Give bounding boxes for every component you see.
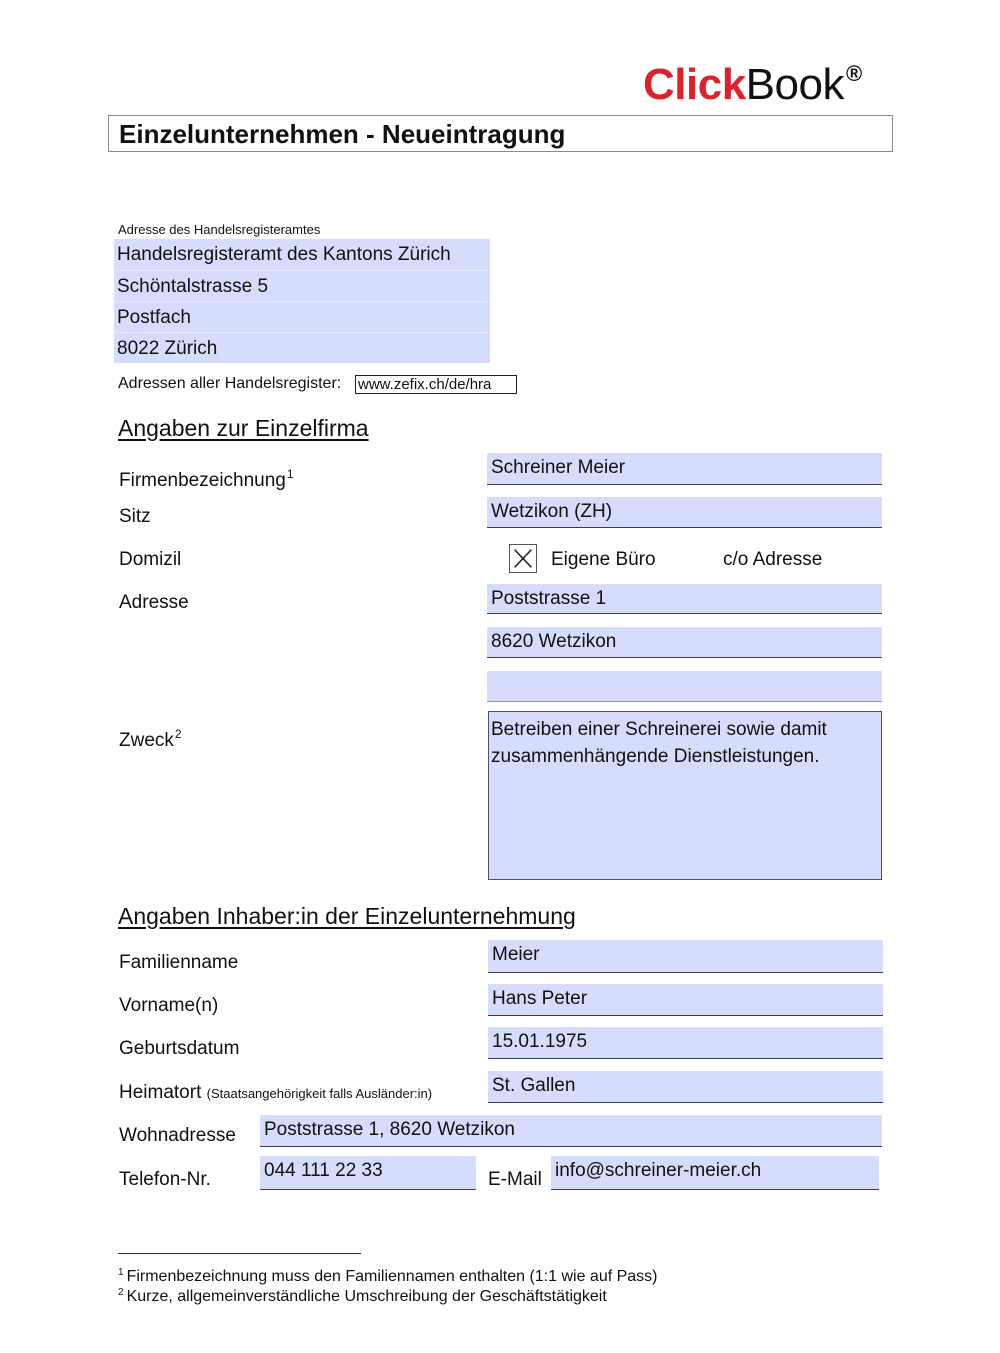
registry-line-4[interactable]: 8022 Zürich: [114, 332, 490, 363]
registry-line-1[interactable]: Handelsregisteramt des Kantons Zürich: [114, 239, 490, 270]
vorname-label: Vorname(n): [119, 995, 219, 1016]
heimatort-note: (Staatsangehörigkeit falls Ausländer:in): [206, 1086, 433, 1101]
registry-line-3[interactable]: Postfach: [114, 301, 490, 332]
heimatort-field[interactable]: St. Gallen: [488, 1071, 883, 1103]
footnote-1-number: 1: [118, 1267, 124, 1278]
wohnadresse-label: Wohnadresse: [119, 1125, 236, 1146]
logo-registered-mark: ®: [845, 61, 862, 86]
zweck-label: [119, 722, 182, 753]
clickbook-logo: [643, 48, 862, 109]
section-heading-owner: Angaben Inhaber:in der Einzelunternehmung: [118, 903, 576, 929]
sitz-field[interactable]: Wetzikon (ZH): [487, 497, 882, 528]
footnote-ref-2: 2: [174, 727, 182, 741]
logo-book: Book: [745, 60, 844, 109]
footnote-rule: [118, 1253, 361, 1254]
footnote-2-number: 2: [118, 1287, 124, 1298]
x-check-icon: [510, 545, 536, 572]
email-label: E-Mail: [488, 1169, 542, 1190]
domizil-label: Domizil: [119, 549, 182, 570]
title-box: [108, 115, 893, 152]
sitz-label: Sitz: [119, 506, 151, 527]
domizil-option-eigene-buero[interactable]: Eigene Büro: [551, 549, 656, 570]
adresse-line-1-field[interactable]: Poststrasse 1: [487, 584, 882, 614]
footnote-1-text: Firmenbezeichnung muss den Familiennamen enthalten (1:1 wie auf Pass): [126, 1268, 658, 1285]
familienname-label: Familienname: [119, 952, 239, 973]
domizil-eigene-buero-checkbox[interactable]: [509, 544, 537, 573]
heimatort-label: [119, 1081, 432, 1106]
footnote-2: [118, 1283, 607, 1307]
geburtsdatum-label: Geburtsdatum: [119, 1038, 240, 1059]
geburtsdatum-field[interactable]: 15.01.1975: [488, 1027, 883, 1059]
footnote-2-text: Kurze, allgemeinverständliche Umschreibung der Geschäftstätigkeit: [126, 1288, 607, 1305]
zweck-textarea[interactable]: Betreiben einer Schreinerei sowie damit zusammenhängende Dienstleistungen.: [488, 711, 882, 880]
familienname-field[interactable]: Meier: [488, 940, 883, 973]
registry-line-2[interactable]: Schöntalstrasse 5: [114, 270, 490, 301]
registry-caption: Adresse des Handelsregisteramtes: [118, 222, 321, 237]
telefon-label: Telefon-Nr.: [119, 1169, 211, 1190]
page-title: Einzelunternehmen - Neueintragung: [119, 119, 566, 149]
firmenbezeichnung-field[interactable]: Schreiner Meier: [487, 453, 882, 485]
firmenbezeichnung-label-text: Firmenbezeichnung: [119, 470, 286, 491]
zweck-label-text: Zweck: [119, 730, 174, 751]
wohnadresse-field[interactable]: Poststrasse 1, 8620 Wetzikon: [260, 1115, 882, 1147]
domizil-option-co-adresse[interactable]: c/o Adresse: [723, 549, 823, 570]
email-field[interactable]: info@schreiner-meier.ch: [551, 1156, 879, 1190]
section-heading-company: Angaben zur Einzelfirma: [118, 415, 369, 441]
adresse-label: Adresse: [119, 592, 189, 613]
adresse-line-2-field[interactable]: 8620 Wetzikon: [487, 627, 882, 658]
all-registries-label: Adressen aller Handelsregister:: [118, 375, 342, 392]
vorname-field[interactable]: Hans Peter: [488, 984, 883, 1016]
footnote-ref-1: 1: [286, 467, 294, 481]
zefix-link[interactable]: www.zefix.ch/de/hra: [355, 375, 517, 394]
telefon-field[interactable]: 044 111 22 33: [260, 1156, 476, 1190]
logo-click: Click: [643, 60, 746, 109]
firmenbezeichnung-label: [119, 462, 294, 493]
adresse-line-3-field[interactable]: [487, 671, 882, 702]
heimatort-label-text: Heimatort: [119, 1082, 202, 1103]
